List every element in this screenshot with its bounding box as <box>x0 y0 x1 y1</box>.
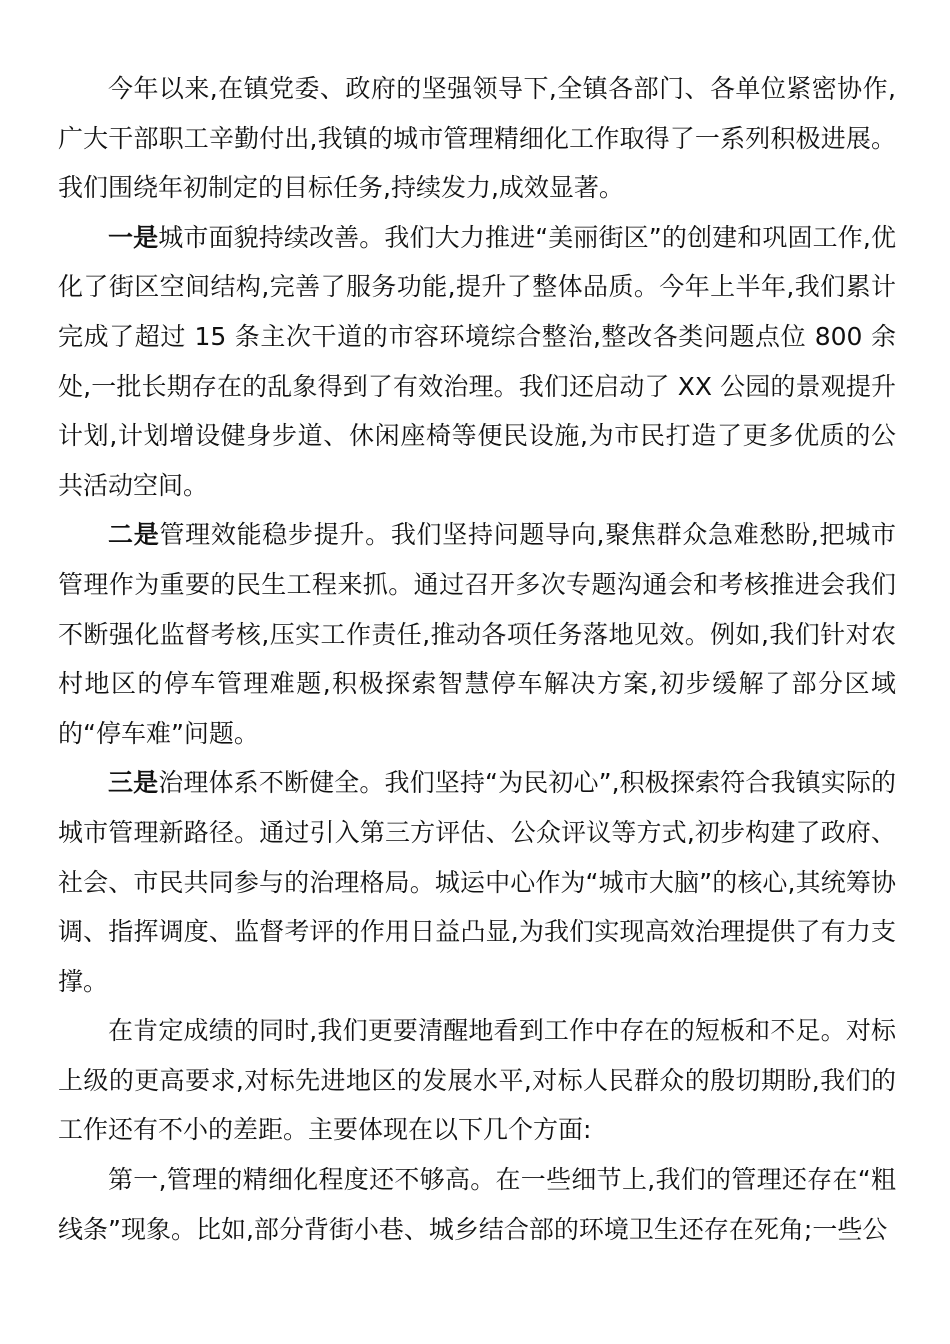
paragraph-shortcomings <box>58 1006 896 1155</box>
paragraph-point-one <box>58 213 896 511</box>
document-page <box>58 64 896 1254</box>
paragraph-text: 治理体系不断健全。我们坚持“为民初心”,积极探索符合我镇实际的城市管理新路径。通过引入第三方评估、公众评议等方式,初步构建了政府、社会、市民共同参与的治理格局。城运中心作为“城市大脑”的核心,其统筹协调、指挥调度、监督考评的作用日益凸显,为我们实现高效治理提供了有力支撑。 <box>58 768 896 996</box>
paragraph-text: 在肯定成绩的同时,我们更要清醒地看到工作中存在的短板和不足。对标上级的更高要求,对标先进地区的发展水平,对标人民群众的殷切期盼,我们的工作还有不小的差距。主要体现在以下几个方面: <box>58 1016 896 1145</box>
paragraph-lead: 三是 <box>108 768 159 798</box>
paragraph-point-two <box>58 510 896 758</box>
paragraph-text: 今年以来,在镇党委、政府的坚强领导下,全镇各部门、各单位紧密协作,广大干部职工辛勤付出,我镇的城市管理精细化工作取得了一系列积极进展。我们围绕年初制定的目标任务,持续发力,成效显著。 <box>58 74 896 203</box>
paragraph-lead: 二是 <box>108 520 160 550</box>
paragraph-text: 第一,管理的精细化程度还不够高。在一些细节上,我们的管理还存在“粗线条”现象。比如,部分背街小巷、城乡结合部的环境卫生还存在死角;一些公 <box>58 1165 896 1244</box>
paragraph-first-issue <box>58 1155 896 1254</box>
paragraph-point-three <box>58 758 896 1006</box>
paragraph-lead: 一是 <box>108 222 159 252</box>
paragraph-text: 城市面貌持续改善。我们大力推进“美丽街区”的创建和巩固工作,优化了街区空间结构,完善了服务功能,提升了整体品质。今年上半年,我们累计完成了超过 15 条主次干道的市容环境综合整治,整改各类问题点位 800 余处,一批长期存在的乱象得到了有效治理。我们还启动了 XX 公园的景观提升计划,计划增设健身步道、休闲座椅等便民设施,为市民打造了更多优质的公共活动空间。 <box>58 222 896 500</box>
paragraph-text: 管理效能稳步提升。我们坚持问题导向,聚焦群众急难愁盼,把城市管理作为重要的民生工程来抓。通过召开多次专题沟通会和考核推进会我们不断强化监督考核,压实工作责任,推动各项任务落地见效。例如,我们针对农村地区的停车管理难题,积极探索智慧停车解决方案,初步缓解了部分区域的“停车难”问题。 <box>58 520 896 748</box>
paragraph-intro <box>58 64 896 213</box>
